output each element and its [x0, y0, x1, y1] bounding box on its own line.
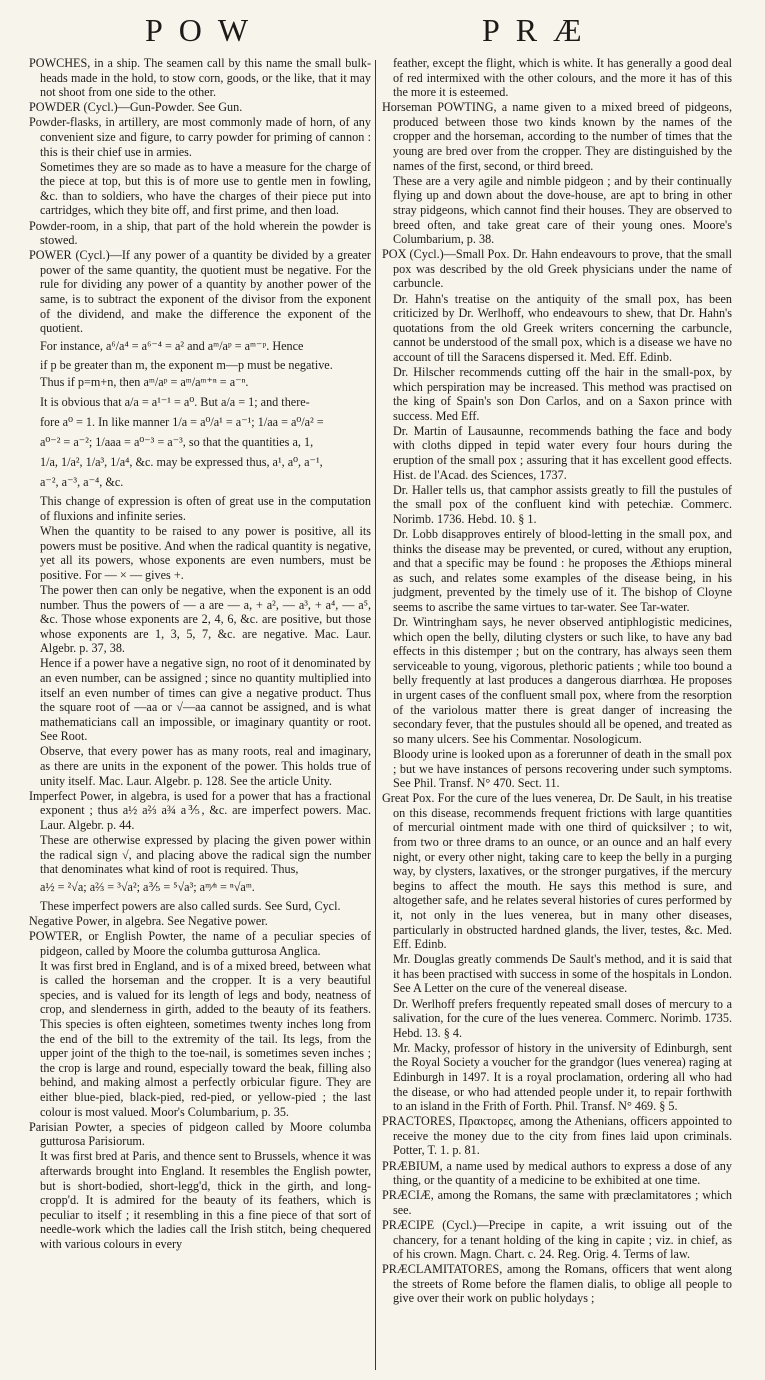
dictionary-entry: PRACTORES, Πρακτορες, among the Athenians, officers appointed to receive the money due to the city from fines laid upon criminals. Potter, T. 1. p. 81. [382, 1114, 732, 1158]
header-left-keyword: POW [145, 12, 265, 48]
paragraph: Mr. Macky, professor of history in the university of Edinburgh, sent the Royal Society a voucher for the grandgor (lues venerea) raging at Edinburgh in 1497. It is a royal proclamation, ordering all who had the disease, or who had attended people under it, to repair forthwith to an island in the Frith of Forth. Phil. Transf. N° 469. § 5. [393, 1040, 732, 1114]
formula-line: 1/a, 1/a², 1/a³, 1/a⁴, &c. may be expressed thus, a¹, a⁰, a⁻¹, [40, 455, 323, 470]
paragraph: Observe, that every power has as many roots, real and imaginary, as there are units in the exponent of the power. This holds true of unity itself. Mac. Laur. Algebr. p. 128. See the article Unity. [40, 744, 371, 788]
paragraph: These are otherwise expressed by placing the given power within the radical sign √, and placing above the radical sign the number that denominates what kind of root is required. Thus, [40, 833, 371, 877]
paragraph: These imperfect powers are also called surds. See Surd, Cycl. [40, 898, 341, 913]
dictionary-entry: PRÆCLAMITATORES, among the Romans, officers that went along the streets of Rome before the flamen dialis, to oblige all people to give over their work on public holydays ; [382, 1262, 732, 1306]
dictionary-entry: Horseman POWTING, a name given to a mixed breed of pidgeons, produced between those two kinds known by the names of the cropper and the horseman, according to the number of times that the young are bred over from the cropper. They are distinguished by the names of the first, second, or third breed. [382, 100, 732, 173]
formula-line: a⁻², a⁻³, a⁻⁴, &c. [40, 475, 124, 490]
paragraph: This change of expression is often of great use in the computation of fluxions and infinite series. [40, 494, 371, 523]
dictionary-entry: POWCHES, in a ship. The seamen call by this name the small bulk-heads made in the hold, to stow corn, goods, or the like, that it may not shoot from one side to the other. [29, 56, 371, 100]
formula-line: For instance, a⁶/a⁴ = a⁶⁻⁴ = a² and aᵐ/aᵖ = aᵐ⁻ᵖ. Hence [40, 338, 304, 353]
formula-line: Thus if p=m+n, then aᵐ/aᵖ = aᵐ/aᵐ⁺ⁿ = a⁻ⁿ. [40, 375, 249, 390]
paragraph: Dr. Lobb disapproves entirely of blood-letting in the small pox, and thinks the disease may be prevented, or cured, without any eruption, and that a specific may be found : he proposes the Æthiops mineral as such, and relates some examples of the disease being, in his judgment, prevented by the timely use of it. The bishop of Cloyne seems to ascribe the same virtues to tar-water. See Tar-water. [393, 527, 732, 614]
formula-line: a½ = ²√a; a⅔ = ³√a²; a⅗ = ⁵√a³; aᵐ⁄ⁿ = ⁿ√aᵐ. [40, 879, 255, 894]
paragraph: When the quantity to be raised to any power is positive, all its powers must be positive. And when the radical quantity is negative, yet all its powers, whose exponents are even numbers, must be positive. For — × — gives +. [40, 524, 371, 582]
paragraph: Dr. Martin of Lausaunne, recommends bathing the face and body with cloths dipped in tepid water every four hours during the eruption of the small pox ; assuring that it has excellent good effects. Hist. de l'Acad. des Sciences, 1737. [393, 423, 732, 482]
formula-line: a⁰⁻² = a⁻²; 1/aaa = a⁰⁻³ = a⁻³, so that the quantities a, 1, [40, 435, 314, 450]
paragraph: Dr. Hahn's treatise on the antiquity of the small pox, has been criticized by Dr. Werlhoff, who endeavours to shew, that Dr. Hahn's quotations from the old Greek writers concerning the carbuncle, cannot be understood of the small pox, which is a disease we have no account of till the Saracens dispersed it. Med. Eff. Edinb. [393, 291, 732, 364]
column-divider [375, 60, 376, 1370]
dictionary-entry: Imperfect Power, in algebra, is used for a power that has a fractional exponent ; thus a½ a⅔ a¾ a⅗, &c. are imperfect powers. Mac. Laur. Algebr. p. 44. [29, 788, 371, 832]
paragraph: It was first bred at Paris, and thence sent to Brussels, whence it was afterwards brought into England. It resembles the English powter, but is short-bodied, short-legg'd, thick in the girth, and long-cropp'd. It is admired for the beauty of its feathers, which is peculiar to itself ; it resembling in this a fine piece of that sort of needle-work which the ladies call the Irish stitch, being chequered with various colours in every [40, 1149, 371, 1251]
paragraph: feather, except the flight, which is white. It has generally a good deal of red intermixed with the other colours, and the more it has of this the more it is esteemed. [393, 56, 732, 100]
paragraph: Hence if a power have a negative sign, no root of it denominated by an even number, can be assigned ; since no quantity multiplied into itself an even number of times can give a negative product. Thus the square root of —aa or √—aa cannot be assigned, and is what mathematicians call an impossible, or imaginary quantity or root. See Root. [40, 656, 371, 744]
dictionary-entry: Powder-room, in a ship, that part of the hold wherein the powder is stowed. [29, 218, 371, 248]
formula-line: It is obvious that a/a = a¹⁻¹ = a⁰. But a/a = 1; and there- [40, 395, 310, 410]
paragraph: It was first bred in England, and is of a mixed breed, between what is called the horseman and the cropper. It is a very beautiful species, and is valued for its length of legs and body, neatness of crop, and slenderness in girth, added to the beauty of its feathers. This species is often eighteen, sometimes twenty inches long from the end of the bill to the extremity of the tail. Its legs, from the upper joint of the thigh to the toe-nail, is sometimes seven inches ; the crop is large and round, especially toward the beak, filling also behind, and making almost a perfectly orbicular figure. They are either blue-pied, black-pied, red-pied, or yellow-pied ; the last colour is most valued. Moor's Columbarium, p. 35. [40, 958, 371, 1119]
paragraph: Dr. Hilscher recommends cutting off the hair in the small-pox, by which perspiration may be increased. This method was practised on the king of Spain's son Don Carlos, and on a Saxon prince with success. Med Eff. [393, 364, 732, 423]
dictionary-entry: PRÆCIPE (Cycl.)—Precipe in capite, a writ issuing out of the chancery, for a tenant holding of the king in capite ; viz. in chief, as of his crown. Magn. Chart. c. 24. Reg. Orig. 4. Terms of law. [382, 1217, 732, 1262]
paragraph: Mr. Douglas greatly commends De Sault's method, and it is said that it has been practised with success in some of the hospitals in London. See A Letter on the cure of the venereal disease. [393, 952, 732, 996]
paragraph: Bloody urine is looked upon as a forerunner of death in the small pox ; but we have instances of persons recovering under such symptoms. See Phil. Transf. N° 470. Sect. 11. [393, 746, 732, 791]
paragraph: Sometimes they are so made as to have a measure for the charge of the piece at top, but this is of more use to gentle men in fowling, &c. than to soldiers, who have the charges of their piece put into cartridges, which they bite off, and first prime, and then load. [40, 159, 371, 218]
running-header [0, 12, 765, 50]
dictionary-entry: POWTER, or English Powter, the name of a peculiar species of pidgeon, called by Moore the columba gutturosa Anglica. [29, 929, 371, 958]
right-column [382, 56, 732, 1374]
paragraph: Dr. Haller tells us, that camphor assists greatly to fill the pustules of the small pox of the confluent kind with petechiæ. Commerc. Norimb. 1736. Hebd. 10. § 1. [393, 482, 732, 526]
dictionary-entry: POWER (Cycl.)—If any power of a quantity be divided by a greater power of the same quantity, the quotient must be negative. For the rule for dividing any power of a quantity by another power of the same, is to subtract the exponent of the divisor from the exponent of the dividend, and make the difference the exponent of the quotient. [29, 248, 371, 336]
dictionary-entry: Great Pox. For the cure of the lues venerea, Dr. De Sault, in his treatise on this disease, recommends frequent frictions with large quantities of mercurial ointment made with one third of quicksilver ; to wit, from two or three drams to an ounce, or an ounce and an half every night, or every other night, taking care to keep the belly in a purging way, by clysters, laxatives, or the stronger purgatives, if the mercury begins to affect the mouth. He says this method is sure, and altogether safe, and he relates several histories of cures performed by it, not only in the lues venerea, but in many other diseases, particularly in obstructed hardned glands, the liver, testes, &c. Med. Eff. Edinb. [382, 791, 732, 952]
dictionary-entry: Negative Power, in algebra. See Negative power. [29, 913, 268, 928]
dictionary-entry: PRÆCIÆ, among the Romans, the same with præclamitatores ; which see. [382, 1188, 732, 1217]
dictionary-entry: Parisian Powter, a species of pidgeon called by Moore columba gutturosa Parisiorum. [29, 1119, 371, 1149]
paragraph: if p be greater than m, the exponent m—p must be negative. [40, 357, 333, 372]
formula-line: fore a⁰ = 1. In like manner 1/a = a⁰/a¹ = a⁻¹; 1/aa = a⁰/a² = [40, 415, 324, 430]
dictionary-entry: POX (Cycl.)—Small Pox. Dr. Hahn endeavours to prove, that the small pox was described by the old Greek physicians under the name of carbuncle. [382, 247, 732, 291]
paragraph: Dr. Wintringham says, he never observed antiphlogistic medicines, which open the belly, diluting clysters or such like, to have any bad effects in this distemper ; but on the contrary, has always seen them serviceable to young, vigorous, plethoric patients ; while too bound a belly frequently at last produces a dangerous diarrhœa. He proposes in urgent cases of the confluent small pox, where from the resorption of the variolous matter there is great danger of increasing the secondary fever, that the pustules should all be opened, and treated as so many ulcers. See his Commentar. Nosologicum. [393, 615, 732, 746]
header-right-keyword: PRÆ [482, 12, 598, 48]
paragraph: Dr. Werlhoff prefers frequently repeated small doses of mercury to a salivation, for the cure of the lues venerea. Commerc. Norimb. 1735. Hebd. 13. § 4. [393, 996, 732, 1040]
paragraph: These are a very agile and nimble pidgeon ; and by their continually flying up and down about the dove-house, are apt to bring in other stray pidgeons, which cannot find their houses. They are observed to breed often, and take great care of their young ones. Moore's Columbarium, p. 38. [393, 173, 732, 247]
paragraph: The power then can only be negative, when the exponent is an odd number. Thus the powers of — a are — a, + a², — a³, + a⁴, — a⁵, &c. Those whose exponents are 2, 4, 6, &c. are positive, but those whose exponents are 1, 3, 5, 7, &c. are negative. Mac. Laur. Algebr. p. 37, 38. [40, 582, 371, 656]
left-column [29, 56, 371, 1374]
dictionary-entry: PRÆBIUM, a name used by medical authors to express a dose of any thing, or the quantity of a medicine to be exhibited at one time. [382, 1158, 732, 1188]
dictionary-entry: Powder-flasks, in artillery, are most commonly made of horn, of any convenient size and figure, to carry powder for priming of cannon : this is their chief use in armies. [29, 115, 371, 159]
dictionary-entry: POWDER (Cycl.)—Gun-Powder. See Gun. [29, 100, 243, 115]
